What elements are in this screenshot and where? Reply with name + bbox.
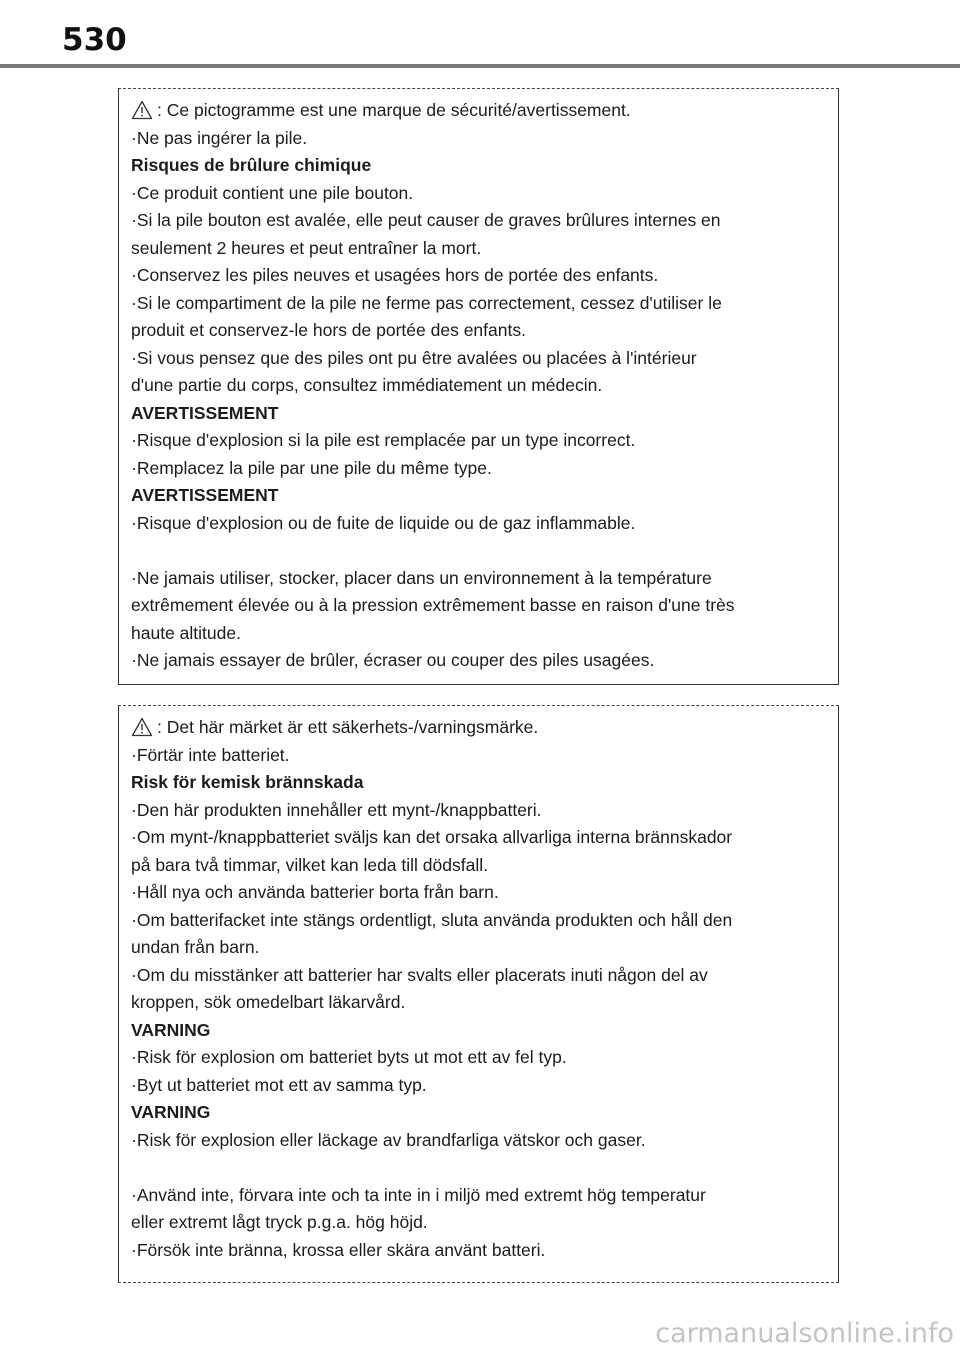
line-text: : Det här märket är ett säkerhets-/varningsmärke. bbox=[157, 717, 539, 737]
section-heading: VARNING bbox=[131, 1019, 211, 1040]
bullet-line: ·Ne pas ingérer la pile. bbox=[131, 127, 308, 148]
warning-triangle-icon bbox=[131, 100, 153, 120]
continuation-line: på bara två timmar, vilket kan leda till dödsfall. bbox=[131, 854, 488, 875]
warning-symbol-line bbox=[131, 714, 828, 742]
bullet-line: ·Si la pile bouton est avalée, elle peut causer de graves brûlures internes en bbox=[131, 210, 721, 230]
bullet-line: ·Si vous pensez que des piles ont pu être avalées ou placées à l'intérieur bbox=[131, 347, 697, 368]
bullet-line: ·Använd inte, förvara inte och ta inte in i miljö med extremt hög temperatur bbox=[131, 1184, 706, 1205]
bullet-line: ·Förtär inte batteriet. bbox=[131, 744, 290, 765]
continuation-line: undan från barn. bbox=[131, 937, 260, 957]
watermark: carmanualsonline.info bbox=[655, 1318, 954, 1349]
header-rule bbox=[0, 64, 960, 68]
blank-line bbox=[131, 1154, 828, 1182]
continuation-line: haute altitude. bbox=[131, 622, 241, 643]
bullet-line: ·Om batterifacket inte stängs ordentligt, sluta använda produkten och håll den bbox=[131, 909, 733, 930]
bullet-line: ·Remplacez la pile par une pile du même type. bbox=[131, 457, 492, 478]
bullet-line: ·Risk för explosion om batteriet byts ut mot ett av fel typ. bbox=[131, 1047, 567, 1067]
section-heading: AVERTISSEMENT bbox=[131, 402, 279, 423]
continuation-line: d'une partie du corps, consultez immédiatement un médecin. bbox=[131, 375, 603, 395]
continuation-line: extrêmement élevée ou à la pression extrêmement basse en raison d'une très bbox=[131, 595, 735, 615]
bullet-line: ·Håll nya och använda batterier borta från barn. bbox=[131, 882, 499, 902]
continuation-line: seulement 2 heures et peut entraîner la mort. bbox=[131, 237, 482, 258]
bullet-line: ·Risk för explosion eller läckage av brandfarliga vätskor och gaser. bbox=[131, 1129, 646, 1150]
continuation-line: kroppen, sök omedelbart läkarvård. bbox=[131, 992, 406, 1012]
continuation-line: produit et conservez-le hors de portée des enfants. bbox=[131, 320, 526, 340]
line-text: : Ce pictogramme est une marque de sécurité/avertissement. bbox=[157, 100, 631, 120]
section-heading: Risques de brûlure chimique bbox=[131, 155, 372, 175]
bullet-line: ·Försök inte bränna, krossa eller skära använt batteri. bbox=[131, 1239, 546, 1260]
section-heading: VARNING bbox=[131, 1102, 211, 1122]
bullet-line: ·Byt ut batteriet mot ett av samma typ. bbox=[131, 1074, 427, 1095]
bullet-line: ·Conservez les piles neuves et usagées hors de portée des enfants. bbox=[131, 265, 659, 285]
section-heading: AVERTISSEMENT bbox=[131, 485, 279, 505]
warning-symbol-line bbox=[131, 97, 828, 125]
bullet-line: ·Om mynt-/knappbatteriet sväljs kan det orsaka allvarliga interna brännskador bbox=[131, 827, 733, 847]
bullet-line: ·Risque d'explosion si la pile est remplacée par un type incorrect. bbox=[131, 430, 636, 450]
bullet-line: ·Om du misstänker att batterier har svalts eller placerats inuti någon del av bbox=[131, 964, 708, 985]
bullet-line: ·Si le compartiment de la pile ne ferme pas correctement, cessez d'utiliser le bbox=[131, 292, 722, 313]
blank-line bbox=[131, 537, 828, 565]
continuation-line: eller extremt lågt tryck p.g.a. hög höjd. bbox=[131, 1212, 428, 1232]
bullet-line: ·Ce produit contient une pile bouton. bbox=[131, 182, 414, 203]
bullet-line: ·Den här produkten innehåller ett mynt-/knappbatteri. bbox=[131, 799, 542, 820]
bullet-line: ·Ne jamais utiliser, stocker, placer dans un environnement à la température bbox=[131, 567, 712, 588]
swedish-warning-box bbox=[118, 705, 839, 1283]
section-heading: Risk för kemisk brännskada bbox=[131, 772, 364, 792]
bullet-line: ·Ne jamais essayer de brûler, écraser ou couper des piles usagées. bbox=[131, 650, 655, 670]
french-warning-box bbox=[118, 88, 839, 685]
warning-triangle-icon bbox=[131, 717, 153, 737]
bullet-line: ·Risque d'explosion ou de fuite de liquide ou de gaz inflammable. bbox=[131, 512, 636, 533]
page-number: 530 bbox=[62, 22, 127, 58]
